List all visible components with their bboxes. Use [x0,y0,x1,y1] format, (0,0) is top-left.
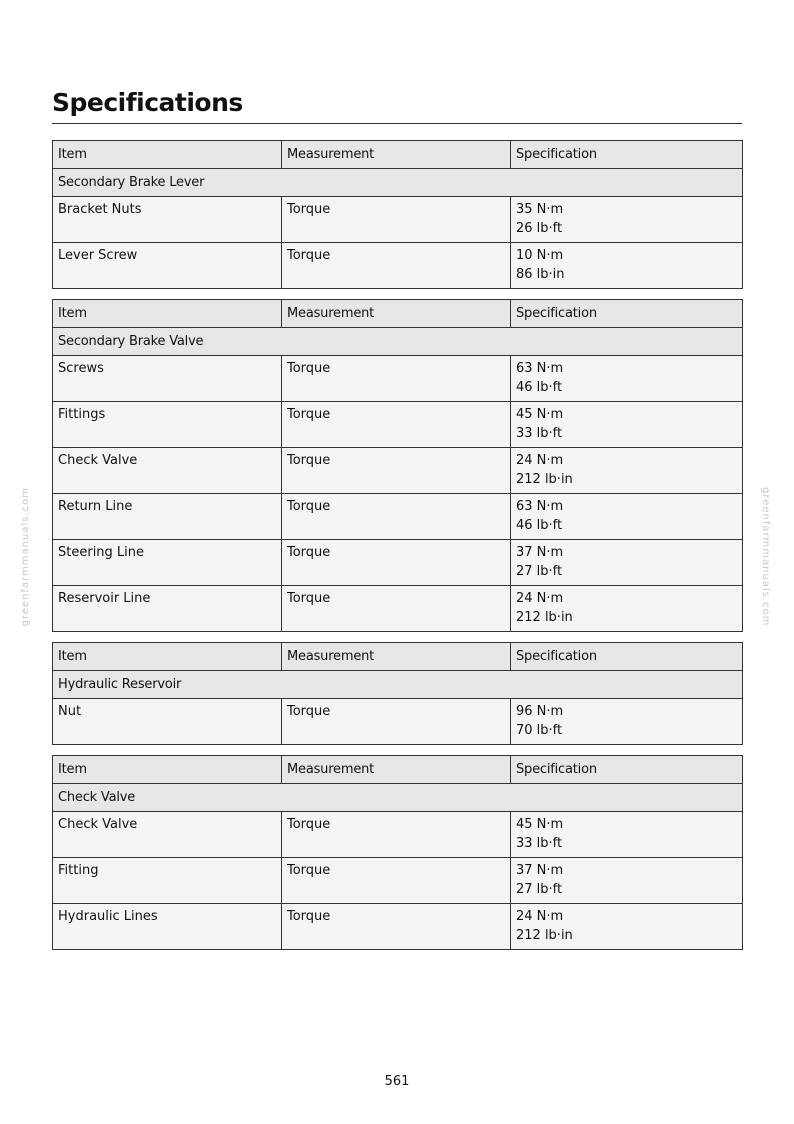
spec-value-metric: 37 N·m [516,545,564,560]
specification-cell [511,858,743,904]
item-cell: Fitting [53,858,282,904]
section-title: Secondary Brake Valve [53,328,743,356]
item-cell: Reservoir Line [53,586,282,632]
measurement-cell: Torque [282,699,511,745]
table-row [53,402,743,448]
header-measurement: Measurement [282,756,511,784]
measurement-cell: Torque [282,356,511,402]
measurement-cell: Torque [282,494,511,540]
specification-cell [511,448,743,494]
item-cell: Nut [53,699,282,745]
table-header-row [53,643,743,671]
spec-value-imperial: 86 lb·in [516,267,565,282]
header-measurement: Measurement [282,300,511,328]
table-header-row [53,141,743,169]
table-row [53,904,743,950]
section-title: Check Valve [53,784,743,812]
spec-value-metric: 24 N·m [516,909,564,924]
spec-value-metric: 37 N·m [516,863,564,878]
spec-value-imperial: 46 lb·ft [516,380,563,395]
spec-tables [52,140,742,960]
specification-cell [511,904,743,950]
table-row [53,448,743,494]
table-header-row [53,756,743,784]
measurement-cell: Torque [282,812,511,858]
spec-value-metric: 63 N·m [516,499,564,514]
spec-value-imperial: 26 lb·ft [516,221,563,236]
watermark-left: greenfarmmanuals.com [20,487,31,627]
spec-value-metric: 63 N·m [516,361,564,376]
spec-value-metric: 10 N·m [516,248,564,263]
item-cell: Steering Line [53,540,282,586]
section-row [53,328,743,356]
section-title: Secondary Brake Lever [53,169,743,197]
table-row [53,699,743,745]
spec-value-imperial: 212 lb·in [516,928,573,943]
specification-cell [511,699,743,745]
measurement-cell: Torque [282,586,511,632]
table-row [53,197,743,243]
page-title: Specifications [52,88,243,117]
item-cell: Hydraulic Lines [53,904,282,950]
spec-value-imperial: 33 lb·ft [516,836,563,851]
header-measurement: Measurement [282,141,511,169]
spec-table [52,755,743,950]
spec-value-metric: 96 N·m [516,704,564,719]
table-header-row [53,300,743,328]
table-row [53,243,743,289]
header-measurement: Measurement [282,643,511,671]
item-cell: Fittings [53,402,282,448]
spec-table [52,299,743,632]
measurement-cell: Torque [282,904,511,950]
specification-cell [511,243,743,289]
measurement-cell: Torque [282,448,511,494]
table-row [53,586,743,632]
item-cell: Bracket Nuts [53,197,282,243]
specification-cell [511,586,743,632]
table-row [53,812,743,858]
header-specification: Specification [511,643,743,671]
title-divider [52,123,742,124]
spec-value-metric: 24 N·m [516,453,564,468]
page-number: 561 [384,1074,410,1089]
spec-value-imperial: 27 lb·ft [516,564,563,579]
spec-value-imperial: 212 lb·in [516,472,573,487]
table-row [53,356,743,402]
specification-cell [511,356,743,402]
section-title: Hydraulic Reservoir [53,671,743,699]
header-specification: Specification [511,300,743,328]
item-cell: Lever Screw [53,243,282,289]
spec-value-metric: 24 N·m [516,591,564,606]
header-specification: Specification [511,756,743,784]
spec-value-metric: 45 N·m [516,407,564,422]
measurement-cell: Torque [282,402,511,448]
spec-value-metric: 35 N·m [516,202,564,217]
section-row [53,671,743,699]
item-cell: Screws [53,356,282,402]
section-row [53,784,743,812]
spec-value-imperial: 46 lb·ft [516,518,563,533]
header-item: Item [53,141,282,169]
specification-cell [511,402,743,448]
header-specification: Specification [511,141,743,169]
table-row [53,858,743,904]
header-item: Item [53,756,282,784]
spec-table [52,642,743,745]
item-cell: Check Valve [53,448,282,494]
spec-value-metric: 45 N·m [516,817,564,832]
specification-cell [511,494,743,540]
item-cell: Check Valve [53,812,282,858]
measurement-cell: Torque [282,243,511,289]
measurement-cell: Torque [282,540,511,586]
spec-value-imperial: 70 lb·ft [516,723,563,738]
spec-value-imperial: 27 lb·ft [516,882,563,897]
header-item: Item [53,300,282,328]
section-row [53,169,743,197]
spec-value-imperial: 33 lb·ft [516,426,563,441]
watermark-right: greenfarmmanuals.com [760,487,771,627]
table-row [53,494,743,540]
specification-cell [511,812,743,858]
spec-table [52,140,743,289]
item-cell: Return Line [53,494,282,540]
spec-value-imperial: 212 lb·in [516,610,573,625]
measurement-cell: Torque [282,197,511,243]
table-row [53,540,743,586]
header-item: Item [53,643,282,671]
measurement-cell: Torque [282,858,511,904]
specification-cell [511,540,743,586]
specification-cell [511,197,743,243]
